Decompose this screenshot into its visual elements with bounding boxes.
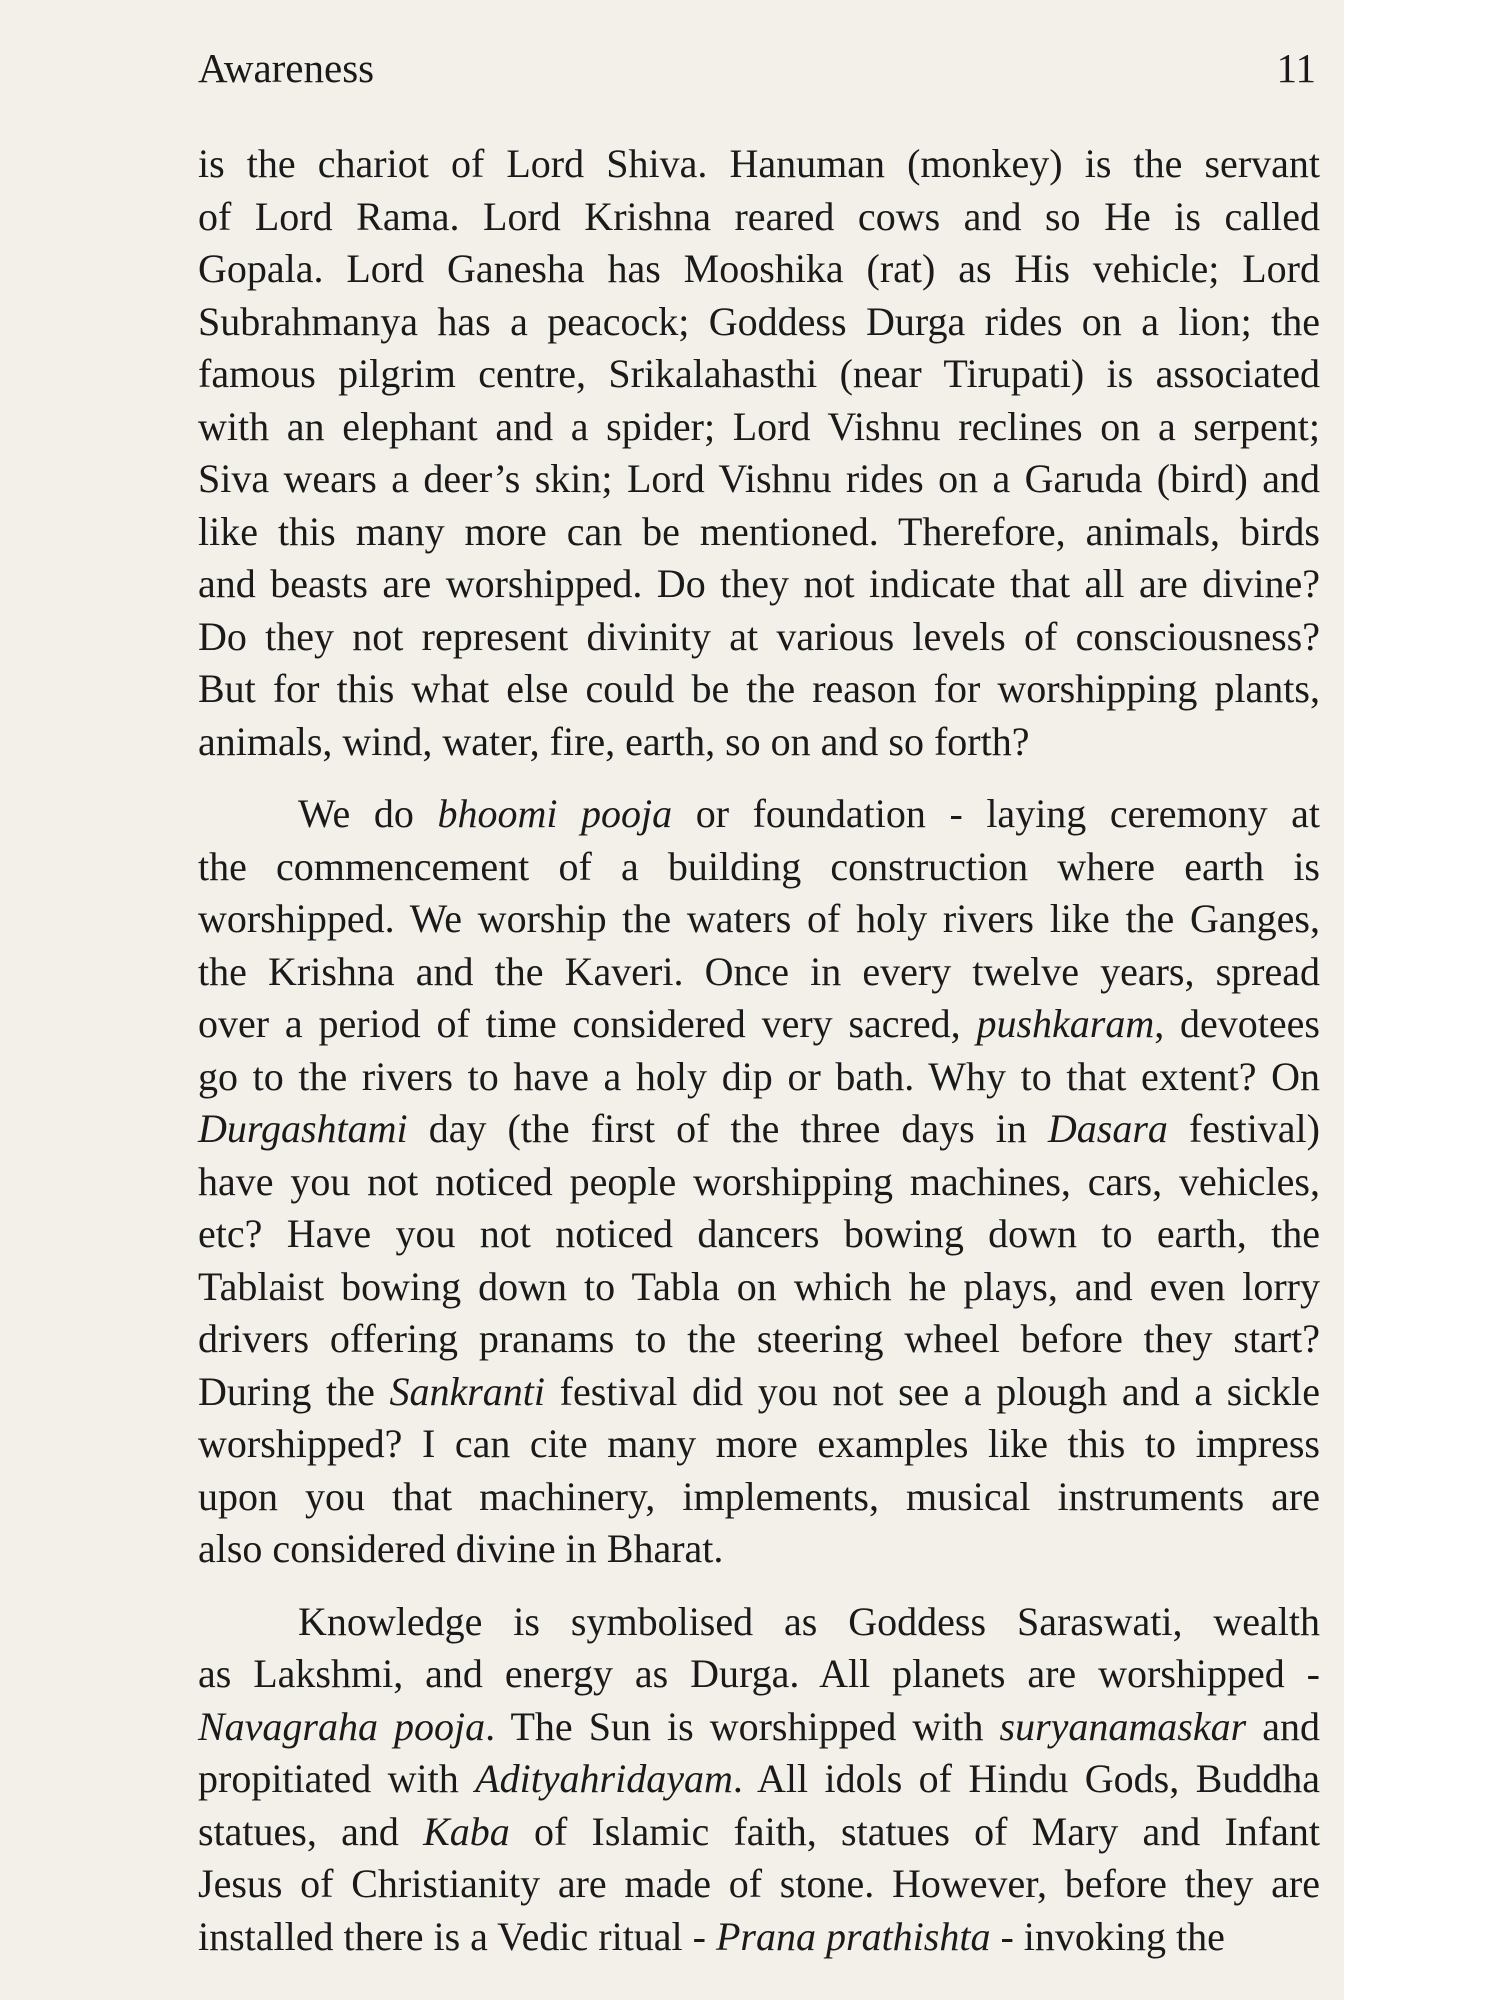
text-run: go to the rivers to have a holy dip or bath. Why to that extent? On <box>198 1053 1320 1099</box>
text-run: Gopala. Lord Ganesha has Mooshika (rat) as His vehicle; Lord <box>198 246 1320 291</box>
text-line <box>198 401 1320 454</box>
text-run: is the chariot of Lord Shiva. Hanuman (monkey) is the servant <box>198 141 1320 186</box>
text-run: famous pilgrim centre, Srikalahasthi (near Tirupati) is associated <box>198 351 1320 396</box>
text-line <box>198 453 1320 506</box>
text-run: over a period of time considered very sacred, <box>198 1001 977 1046</box>
text-line <box>198 946 1320 999</box>
text-line <box>198 1648 1320 1701</box>
text-line <box>198 1103 1320 1156</box>
italic-term: Sankranti <box>389 1368 545 1414</box>
text-run: Knowledge is symbolised as Goddess Saraswati, wealth <box>298 1598 1320 1644</box>
text-run: of Islamic faith, statues of Mary and Infant <box>509 1808 1320 1854</box>
text-run: But for this what else could be the reason for worshipping plants, <box>198 666 1320 711</box>
text-run: animals, wind, water, fire, earth, so on and so forth? <box>198 718 1030 764</box>
text-run: Siva wears a deer’s skin; Lord Vishnu rides on a Garuda (bird) and <box>198 456 1320 501</box>
text-run: festival did you not see a plough and a sickle <box>545 1368 1320 1414</box>
text-run: installed there is a Vedic ritual - <box>198 1913 716 1959</box>
text-run: or foundation - laying ceremony at <box>672 791 1320 836</box>
text-line <box>198 1366 1320 1419</box>
text-run: upon you that machinery, implements, musical instruments are <box>198 1473 1320 1519</box>
paragraph-3 <box>198 1596 1320 1964</box>
text-run: worshipped. We worship the waters of holy rivers like the Ganges, <box>198 896 1320 941</box>
text-run: worshipped? I can cite many more examples like this to impress <box>198 1421 1320 1466</box>
text-line <box>198 1753 1320 1806</box>
text-run: festival) <box>1167 1106 1320 1151</box>
italic-term: pushkaram <box>976 1001 1155 1046</box>
text-run: We do <box>298 791 438 836</box>
text-run: day (the first of the three days in <box>407 1106 1048 1151</box>
text-line <box>198 1701 1320 1754</box>
running-head <box>198 44 1316 104</box>
text-line <box>198 788 1320 841</box>
italic-term: Kaba <box>423 1808 510 1854</box>
text-line <box>198 348 1320 401</box>
text-line <box>198 191 1320 244</box>
italic-term: suryanamaskar <box>999 1703 1247 1749</box>
page-number: 11 <box>1276 45 1316 91</box>
text-run: have you not noticed people worshipping machines, cars, vehicles, <box>198 1158 1320 1204</box>
text-run: drivers offering pranams to the steering wheel before they start? <box>198 1316 1320 1361</box>
italic-term: Prana prathishta <box>716 1913 991 1959</box>
text-line <box>198 1471 1320 1524</box>
text-line <box>198 1156 1320 1209</box>
text-run: etc? Have you not noticed dancers bowing down to earth, the <box>198 1211 1320 1256</box>
text-line <box>198 893 1320 946</box>
paragraph-1 <box>198 138 1320 768</box>
text-line <box>198 1261 1320 1314</box>
paragraph-2 <box>198 788 1320 1576</box>
text-run: as Lakshmi, and energy as Durga. All planets are worshipped - <box>198 1651 1320 1696</box>
italic-term: Durgashtami <box>198 1106 408 1151</box>
text-line <box>198 296 1320 349</box>
text-line <box>198 506 1320 559</box>
text-line <box>198 1911 1320 1964</box>
text-line <box>198 1596 1320 1649</box>
text-run: propitiated with <box>198 1756 476 1801</box>
text-run: the Krishna and the Kaveri. Once in every twelve years, spread <box>198 948 1320 994</box>
text-run: Do they not represent divinity at various levels of consciousness? <box>198 613 1320 659</box>
italic-term: Navagraha pooja <box>198 1703 486 1749</box>
text-line <box>198 841 1320 894</box>
text-run: , devotees <box>1154 1001 1320 1046</box>
text-run: with an elephant and a spider; Lord Vishnu reclines on a serpent; <box>198 403 1320 449</box>
text-run: . The Sun is worshipped with <box>485 1703 1000 1749</box>
text-line <box>198 1418 1320 1471</box>
text-line <box>198 138 1320 191</box>
body-text <box>198 138 1320 1963</box>
text-run: and beasts are worshipped. Do they not indicate that all are divine? <box>198 561 1320 606</box>
text-line <box>198 611 1320 664</box>
italic-term: bhoomi pooja <box>437 791 673 836</box>
text-line <box>198 1208 1320 1261</box>
text-line <box>198 1806 1320 1859</box>
text-run: Jesus of Christianity are made of stone. However, before they are <box>198 1861 1320 1906</box>
text-run: like this many more can be mentioned. Therefore, animals, birds <box>198 508 1320 554</box>
text-line <box>198 716 1320 769</box>
text-line <box>198 558 1320 611</box>
text-run: statues, and <box>198 1808 424 1854</box>
text-run: Subrahmanya has a peacock; Goddess Durga rides on a lion; the <box>198 298 1320 344</box>
text-run: of Lord Rama. Lord Krishna reared cows and so He is called <box>198 193 1320 239</box>
text-run: - invoking the <box>990 1913 1225 1959</box>
text-run: During the <box>198 1368 390 1414</box>
italic-term: Adityahridayam <box>475 1756 733 1801</box>
text-run: . All idols of Hindu Gods, Buddha <box>732 1756 1320 1801</box>
text-run: and <box>1246 1703 1320 1749</box>
text-line <box>198 243 1320 296</box>
text-line <box>198 663 1320 716</box>
running-head-title: Awareness <box>198 45 375 91</box>
text-line <box>198 1523 1320 1576</box>
text-run: also considered divine in Bharat. <box>198 1526 724 1571</box>
text-line <box>198 1051 1320 1104</box>
text-line <box>198 998 1320 1051</box>
text-line <box>198 1313 1320 1366</box>
text-run: Tablaist bowing down to Tabla on which he plays, and even lorry <box>198 1263 1320 1309</box>
italic-term: Dasara <box>1047 1106 1168 1151</box>
text-line <box>198 1858 1320 1911</box>
text-run: the commencement of a building construction where earth is <box>198 843 1320 889</box>
